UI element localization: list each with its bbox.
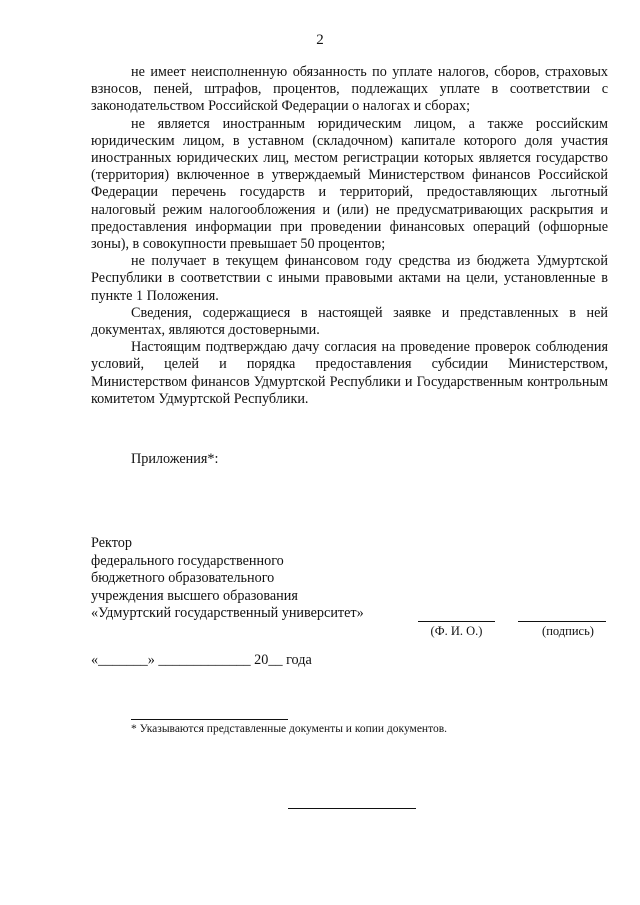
signatory-line: «Удмуртский государственный университет»: [91, 605, 364, 622]
attachments-label: Приложения*:: [131, 451, 219, 467]
bottom-rule: [288, 808, 416, 809]
paragraph-consent: Настоящим подтверждаю дачу согласия на проведение проверок соблюдения условий, целей и порядка предоставления субсидии Министерством, Министерством финансов Удмуртской Республики и Государственным контрольным комитетом Удмуртской Республики.: [91, 339, 608, 407]
signatory-line: Ректор: [91, 535, 132, 551]
page-number: 2: [316, 32, 324, 48]
name-label: (Ф. И. О.): [430, 624, 483, 638]
signatory-line: учреждения высшего образования: [91, 587, 298, 604]
document-body: [91, 64, 608, 408]
footnote-rule: [131, 719, 288, 720]
paragraph-no-other-funding: не получает в текущем финансовом году средства из бюджета Удмуртской Республики в соответствии с иными правовыми актами на цели, установленные в пункте 1 Положения.: [91, 253, 608, 304]
paragraph-no-tax-debt: не имеет неисполненную обязанность по уплате налогов, сборов, страховых взносов, пеней, штрафов, процентов, подлежащих уплате в соответствии с законодательством Российской Федерации о налогах и сборах;: [91, 64, 608, 115]
date-line: «_______» _____________ 20__ года: [91, 652, 312, 668]
signatory-block: [91, 535, 364, 623]
paragraph-not-foreign-entity: не является иностранным юридическим лицом, а также российским юридическим лицом, в уставном (складочном) капитале которого доля участия иностранных юридических лиц, местом регистрации которых является государство (территория) включенное в утверждаемый Министерством финансов Российской Федерации перечень государств и территорий, предоставляющих льготный налоговый режим налогообложения и (или) не предусматривающих раскрытия и предоставления информации при проведении финансовых операций (офшорные зоны), в совокупности превышает 50 процентов;: [91, 115, 608, 253]
name-signature-line: [418, 621, 495, 622]
signature-label: (подпись): [542, 624, 594, 638]
signatory-line: федерального государственного: [91, 552, 284, 569]
signature-line: [518, 621, 606, 622]
paragraph-info-reliable: Сведения, содержащиеся в настоящей заявке и представленных в ней документах, являются достоверными.: [91, 304, 608, 339]
signatory-line: бюджетного образовательного: [91, 570, 275, 587]
footnote: * Указываются представленные документы и копии документов.: [131, 723, 448, 735]
